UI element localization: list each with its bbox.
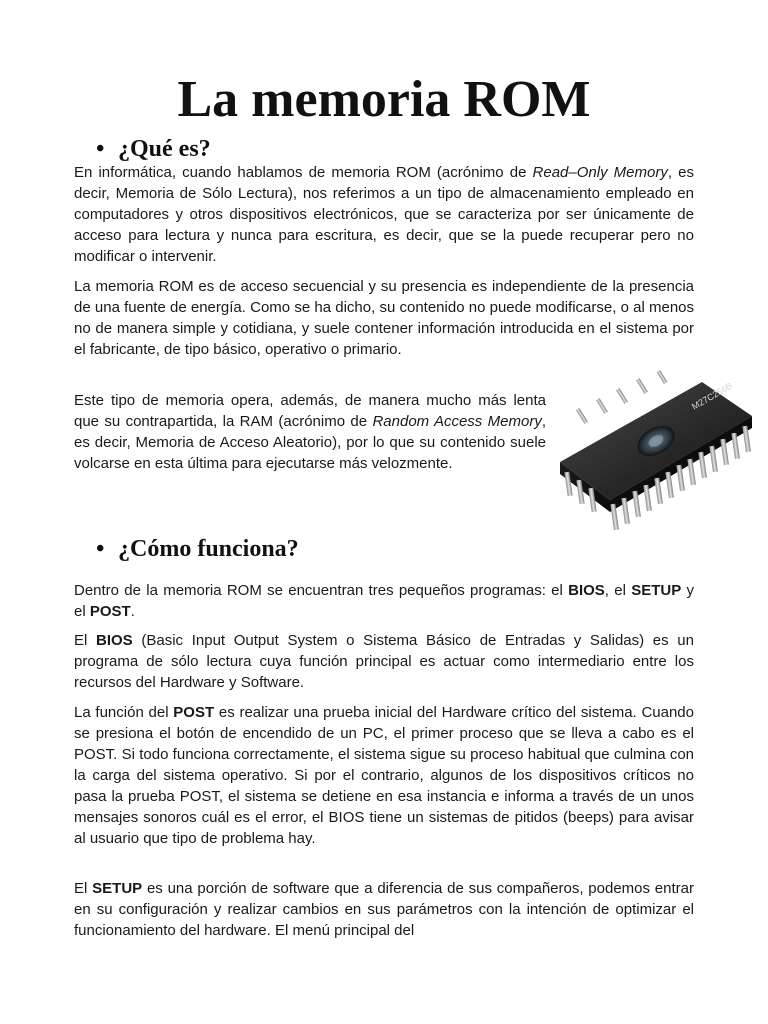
paragraph-programs: Dentro de la memoria ROM se encuentran tres pequeños programas: el BIOS, el SETUP y el POST. <box>74 582 694 620</box>
eprom-chip-image <box>552 364 762 540</box>
paragraph-definition: En informática, cuando hablamos de memoria ROM (acrónimo de Read–Only Memory, es decir, Memoria de Sólo Lectura), nos referimos a un tipo de almacenamiento empleado en computadores y otros dispositivos electrónicos, que se caracteriza por ser únicamente de acceso para lectura y nunca para escritura, es decir, que se la puede recuperar pero no modificar o intervenir. <box>74 164 694 265</box>
bold-term: POST <box>89 603 131 620</box>
section-heading-como-funciona <box>96 534 299 564</box>
section-heading-text: ¿Qué es? <box>118 136 211 162</box>
bold-term: BIOS <box>96 632 133 649</box>
bullet-icon: • <box>96 136 105 162</box>
paragraph-setup: El SETUP es una porción de software que a diferencia de sus compañeros, podemos entrar en su configuración y realizar cambios en sus parámetros con la intención de optimizar el funcionamiento del hardware. El menú principal del <box>74 880 694 939</box>
bold-term: SETUP <box>631 582 682 599</box>
paragraph-access: La memoria ROM es de acceso secuencial y su presencia es independiente de la presencia de una fuente de energía. Como se ha dicho, su contenido no puede modificarse, o al menos no de manera simple y cotidiana, y suele contener información introducida en el sistema por el fabricante, de tipo básico, operativo o primario. <box>74 278 694 358</box>
italic-term: Random Access Memory <box>372 413 542 430</box>
bold-term: SETUP <box>92 880 143 897</box>
bold-term: BIOS <box>568 582 605 599</box>
chip-label: M27C256B <box>690 380 734 412</box>
paragraph-post: La función del POST es realizar una prueba inicial del Hardware crítico del sistema. Cuando se presiona el botón de encendido de un PC, el primer proceso que se lleva a cabo es el POST. Si todo funciona correctamente, el sistema sigue su proceso habitual que culmina con la carga del sistema operativo. Si por el contrario, algunos de los dispositivos críticos no pasa la prueba POST, el sistema se detiene en esa instancia e informa a través de un unos mensajes sonoros cuál es el error, el BIOS tiene un sistemas de pitidos (beeps) para avisar al usuario que tipo de problema hay. <box>74 704 694 847</box>
section-heading-que-es <box>96 134 211 164</box>
italic-term: Read–Only Memory <box>532 164 668 181</box>
page-title: La memoria ROM <box>177 71 591 128</box>
bullet-icon: • <box>96 536 105 562</box>
bold-term: POST <box>173 704 215 721</box>
paragraph-bios: El BIOS (Basic Input Output System o Sistema Básico de Entradas y Salidas) es un programa de sólo lectura cuya función principal es actuar como intermediario entre los recursos del Hardware y Software. <box>74 632 694 691</box>
section-heading-text: ¿Cómo funciona? <box>118 536 299 562</box>
paragraph-speed: Este tipo de memoria opera, además, de manera mucho más lenta que su contrapartida, la RAM (acrónimo de Random Access Memory, es decir, Memoria de Acceso Aleatorio), por lo que su contenido suele volcarse en esta última para ejecutarse más velozmente. <box>74 392 546 472</box>
